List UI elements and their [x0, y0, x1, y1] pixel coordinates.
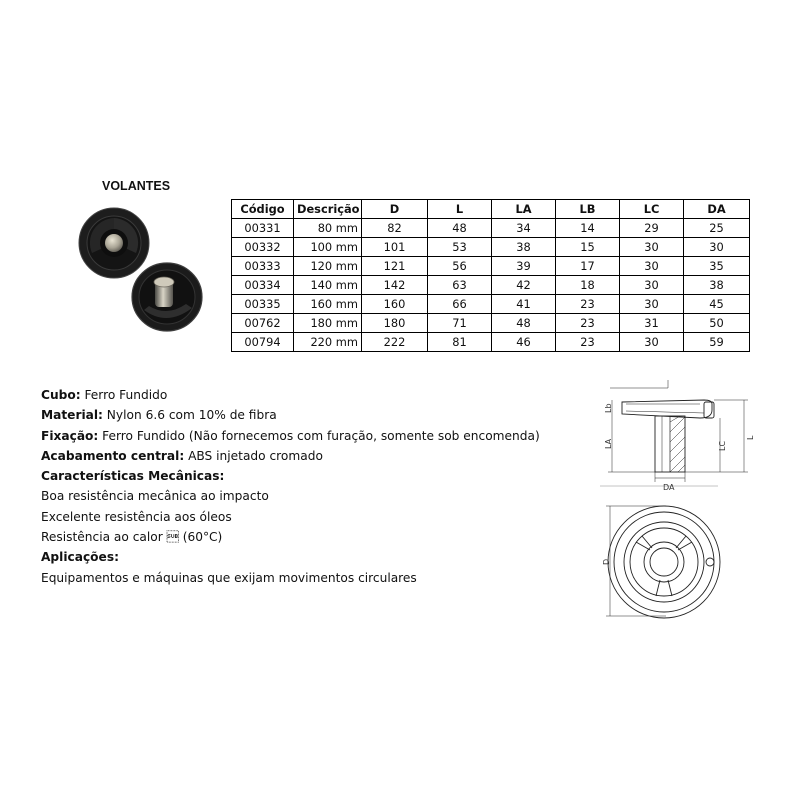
cell-lc: 30 [620, 257, 684, 276]
cell-codigo: 00794 [232, 333, 294, 352]
cell-d: 101 [362, 238, 428, 257]
label-la: LA [604, 438, 613, 449]
technical-drawing-side [600, 378, 760, 494]
list-item: Excelente resistência aos óleos [41, 509, 232, 524]
label-lc: LC [718, 440, 727, 451]
header-d: D [362, 200, 428, 219]
cell-lb: 23 [556, 333, 620, 352]
header-descricao: Descrição [294, 200, 362, 219]
label-d: D [602, 558, 611, 565]
wheel-angled-photo [132, 263, 202, 331]
cell-codigo: 00333 [232, 257, 294, 276]
cell-lc: 30 [620, 333, 684, 352]
cell-descricao: 100 mm [294, 238, 362, 257]
spec-fixacao [41, 426, 581, 446]
spec-material-label: Material: [41, 408, 103, 423]
cell-la: 34 [492, 219, 556, 238]
cell-descricao: 140 mm [294, 276, 362, 295]
table-header-row [232, 200, 750, 219]
cell-da: 50 [684, 314, 750, 333]
cell-lb: 23 [556, 295, 620, 314]
cell-codigo: 00331 [232, 219, 294, 238]
technical-drawing-front [600, 498, 760, 624]
cell-da: 25 [684, 219, 750, 238]
cell-l: 66 [428, 295, 492, 314]
spec-acabamento-label: Acabamento central: [41, 448, 185, 463]
cell-l: 48 [428, 219, 492, 238]
cell-lb: 14 [556, 219, 620, 238]
page-title: VOLANTES [102, 179, 171, 193]
spec-material [41, 405, 581, 425]
cell-lc: 31 [620, 314, 684, 333]
label-l: L [746, 435, 755, 440]
spec-fixacao-label: Fixação: [41, 428, 99, 443]
cell-codigo: 00335 [232, 295, 294, 314]
cell-descricao: 160 mm [294, 295, 362, 314]
cell-l: 53 [428, 238, 492, 257]
cell-la: 39 [492, 257, 556, 276]
spec-acabamento-value: ABS injetado cromado [188, 448, 323, 463]
cell-lb: 17 [556, 257, 620, 276]
cell-descricao: 220 mm [294, 333, 362, 352]
spec-cubo [41, 385, 581, 405]
label-lb: Lb [604, 403, 613, 413]
cell-codigo: 00334 [232, 276, 294, 295]
spec-cubo-value: Ferro Fundido [84, 388, 168, 402]
spec-aplicacoes-heading [41, 547, 581, 567]
header-l: L [428, 200, 492, 219]
table-row [232, 314, 750, 333]
spec-caracteristicas-heading [41, 466, 581, 486]
aplicacoes-heading: Aplicações: [41, 550, 119, 565]
cell-descricao: 80 mm [294, 219, 362, 238]
table-row [232, 238, 750, 257]
cell-d: 142 [362, 276, 428, 295]
cell-d: 121 [362, 257, 428, 276]
cell-lc: 30 [620, 295, 684, 314]
table-row [232, 276, 750, 295]
cell-codigo: 00762 [232, 314, 294, 333]
list-item: Resistência ao calor  (60°C) [41, 530, 223, 545]
cell-da: 30 [684, 238, 750, 257]
cell-l: 71 [428, 314, 492, 333]
cell-lc: 30 [620, 238, 684, 257]
spec-acabamento [41, 446, 581, 466]
product-photo [74, 205, 204, 335]
label-da: DA [663, 483, 675, 492]
caracteristicas-heading: Características Mecânicas: [41, 469, 225, 484]
table-row [232, 219, 750, 238]
spec-table [231, 199, 750, 352]
cell-l: 56 [428, 257, 492, 276]
table-row [232, 295, 750, 314]
spec-fixacao-value: Ferro Fundido (Não fornecemos com furação, somente sob encomenda) [102, 428, 540, 443]
cell-lc: 30 [620, 276, 684, 295]
cell-codigo: 00332 [232, 238, 294, 257]
cell-la: 48 [492, 314, 556, 333]
spec-list [41, 385, 581, 588]
cell-d: 180 [362, 314, 428, 333]
cell-l: 81 [428, 333, 492, 352]
cell-da: 35 [684, 257, 750, 276]
cell-lb: 23 [556, 314, 620, 333]
cell-la: 46 [492, 333, 556, 352]
header-la: LA [492, 200, 556, 219]
header-lc: LC [620, 200, 684, 219]
cell-la: 38 [492, 238, 556, 257]
cell-descricao: 120 mm [294, 257, 362, 276]
cell-lb: 15 [556, 238, 620, 257]
cell-lc: 29 [620, 219, 684, 238]
cell-la: 42 [492, 276, 556, 295]
table-row [232, 257, 750, 276]
cell-lb: 18 [556, 276, 620, 295]
cell-d: 82 [362, 219, 428, 238]
cell-l: 63 [428, 276, 492, 295]
list-item: Boa resistência mecânica ao impacto [41, 489, 269, 504]
cell-d: 160 [362, 295, 428, 314]
cell-da: 59 [684, 333, 750, 352]
spec-aplicacoes-value: Equipamentos e máquinas que exijam movimentos circulares [41, 570, 417, 585]
wheel-front-photo [79, 208, 149, 278]
table-row [232, 333, 750, 352]
header-codigo: Código [232, 200, 294, 219]
header-da: DA [684, 200, 750, 219]
spec-material-value: Nylon 6.6 com 10% de fibra [106, 408, 277, 423]
spec-cubo-label: Cubo: [41, 388, 81, 402]
cell-descricao: 180 mm [294, 314, 362, 333]
cell-d: 222 [362, 333, 428, 352]
header-lb: LB [556, 200, 620, 219]
cell-la: 41 [492, 295, 556, 314]
cell-da: 45 [684, 295, 750, 314]
cell-da: 38 [684, 276, 750, 295]
